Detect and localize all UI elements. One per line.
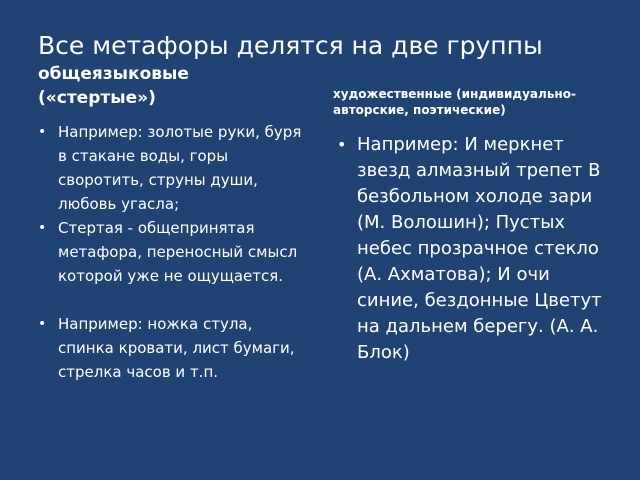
right-bullet-list [337, 132, 612, 366]
left-bullet-list [38, 120, 308, 384]
left-bullet-3: • Например: ножка стула, спинка кровати, лист бумаги, стрелка часов и т.п. [38, 312, 308, 384]
left-bullet-1: • Например: золотые руки, буря в стакане воды, горы своротить, струны души, любовь угасла; [38, 120, 308, 216]
left-heading-line-1: общеязыковые [38, 64, 189, 84]
left-bullet-2: • Стертая - общепринятая метафора, переносный смысл которой уже не ощущается. [38, 216, 308, 288]
slide-title: Все метафоры делятся на две группы [38, 31, 543, 60]
right-column-heading: художественные (индивидуально-авторские, поэтические) [333, 87, 576, 117]
right-bullet-1: • Например: И меркнет звезд алмазный трепет В безбольном холоде зари (М. Волошин); Пустых небес прозрачное стекло (А. Ахматова); И очи синие, бездонные Цветут на дальнем берегу. (А. А. Блок) [337, 132, 612, 366]
left-heading-line-2: («стертые») [38, 88, 156, 108]
left-column-heading [38, 62, 189, 110]
